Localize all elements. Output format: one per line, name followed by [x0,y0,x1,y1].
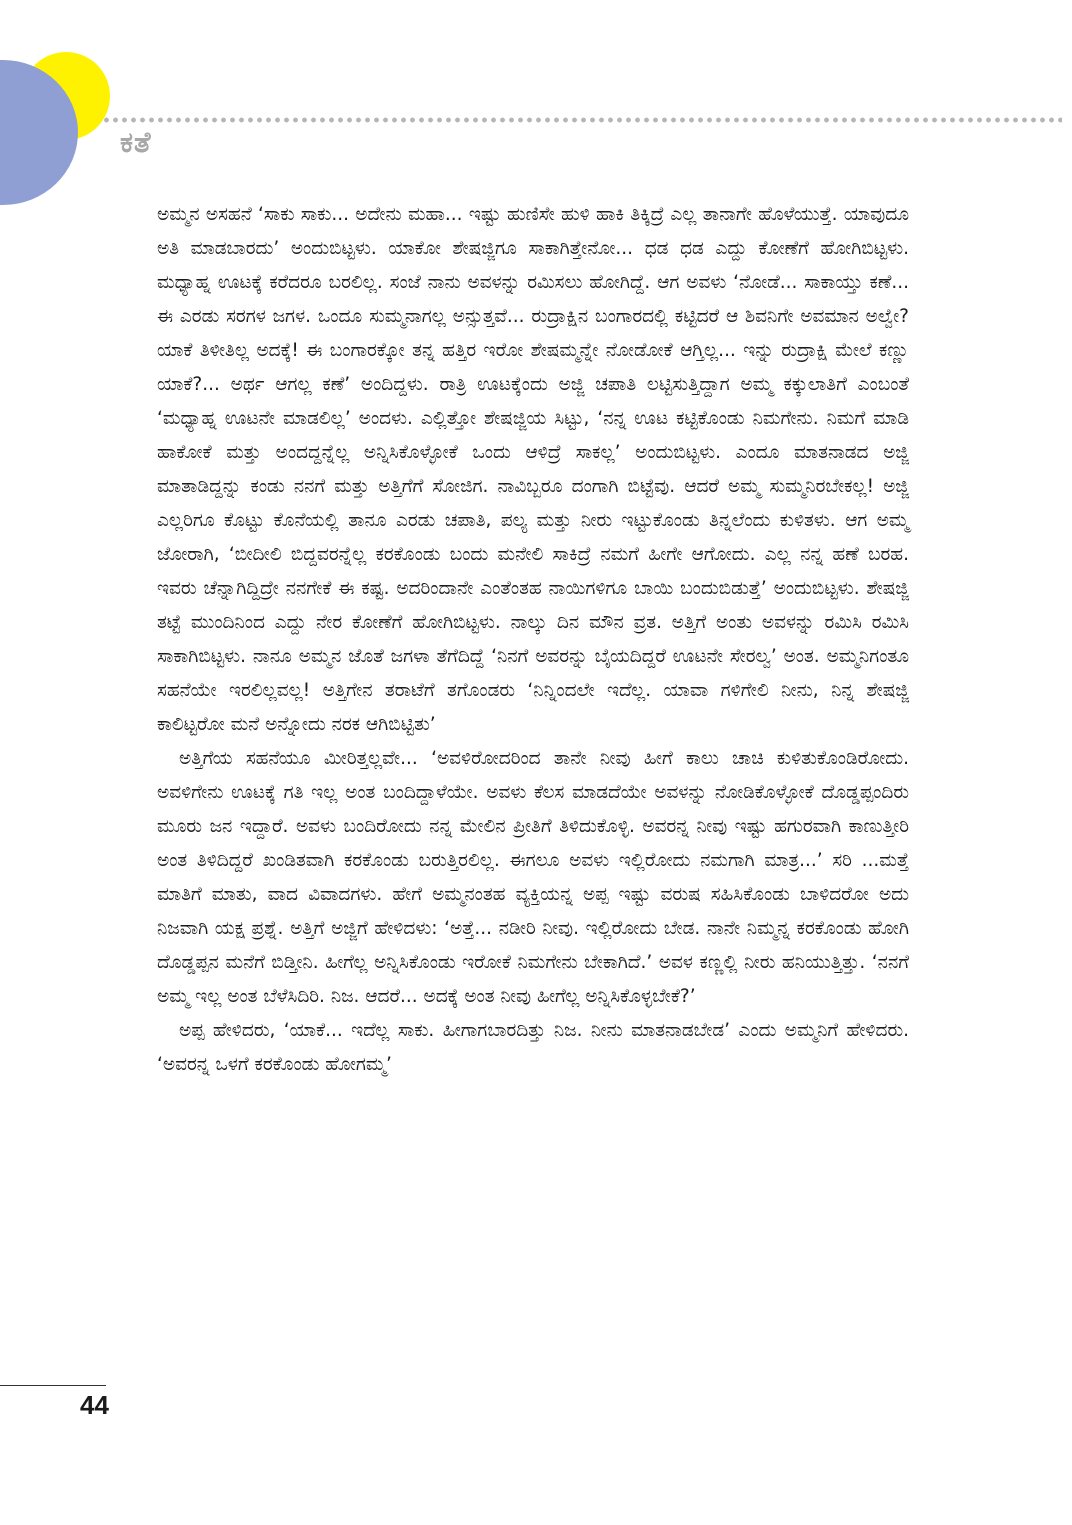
story-paragraph: ಅತ್ತಿಗೆಯ ಸಹನೆಯೂ ಮೀರಿತ್ತಲ್ಲವೇ... ‘ಅವಳಿರೋದರಿಂದ ತಾನೇ ನೀವು ಹೀಗೆ ಕಾಲು ಚಾಚಿ ಕುಳಿತುಕೊಂಡಿರೋದು. ಅವಳಿಗೇನು ಊಟಕ್ಕೆ ಗತಿ ಇಲ್ಲ ಅಂತ ಬಂದಿದ್ದಾಳೆಯೇ. ಅವಳು ಕೆಲಸ ಮಾಡದೆಯೇ ಅವಳನ್ನು ನೋಡಿಕೊಳ್ಳೋಕೆ ದೊಡ್ಡಪ್ಪಂದಿರು ಮೂರು ಜನ ಇದ್ದಾರೆ. ಅವಳು ಬಂದಿರೋದು ನನ್ನ ಮೇಲಿನ ಪ್ರೀತಿಗೆ ತಿಳಿದುಕೊಳ್ಳಿ. ಅವರನ್ನ ನೀವು ಇಷ್ಟು ಹಗುರವಾಗಿ ಕಾಣುತ್ತೀರಿ ಅಂತ ತಿಳಿದಿದ್ದರೆ ಖಂಡಿತವಾಗಿ ಕರಕೊಂಡು ಬರುತ್ತಿರಲಿಲ್ಲ. ಈಗಲೂ ಅವಳು ಇಲ್ಲಿರೋದು ನಮಗಾಗಿ ಮಾತ್ರ...’ ಸರಿ ...ಮತ್ತೆ ಮಾತಿಗೆ ಮಾತು, ವಾದ ವಿವಾದಗಳು. ಹೇಗೆ ಅಮ್ಮನಂತಹ ವ್ಯಕ್ತಿಯನ್ನ ಅಪ್ಪ ಇಷ್ಟು ವರುಷ ಸಹಿಸಿಕೊಂಡು ಬಾಳಿದರೋ ಅದು ನಿಜವಾಗಿ ಯಕ್ಷ ಪ್ರಶ್ನೆ. ಅತ್ತಿಗೆ ಅಜ್ಜಿಗೆ ಹೇಳಿದಳು: ‘ಅತ್ತೆ... ನಡೀರಿ ನೀವು. ಇಲ್ಲಿರೋದು ಬೇಡ. ನಾನೇ ನಿಮ್ಮನ್ನ ಕರಕೊಂಡು ಹೋಗಿ ದೊಡ್ಡಪ್ಪನ ಮನೆಗೆ ಬಿಡ್ತೀನಿ. ಹೀಗೆಲ್ಲ ಅನ್ನಿಸಿಕೊಂಡು ಇರೋಕೆ ನಿಮಗೇನು ಬೇಕಾಗಿದೆ.’ ಅವಳ ಕಣ್ಣಲ್ಲಿ ನೀರು ಹನಿಯುತ್ತಿತ್ತು. ‘ನನಗೆ ಅಮ್ಮ ಇಲ್ಲ ಅಂತ ಬೆಳೆಸಿದಿರಿ. ನಿಜ. ಆದರೆ... ಅದಕ್ಕೆ ಅಂತ ನೀವು ಹೀಗೆಲ್ಲ ಅನ್ನಿಸಿಕೊಳ್ಳಬೇಕೆ?’ [157,748,909,1007]
section-label: ಕತೆ [120,125,152,159]
dotted-header-rule [102,117,1062,123]
page-number: 44 [80,1390,109,1420]
story-paragraph: ಅಪ್ಪ ಹೇಳಿದರು, ‘ಯಾಕೆ... ಇದೆಲ್ಲ ಸಾಕು. ಹೀಗಾಗಬಾರದಿತ್ತು ನಿಜ. ನೀನು ಮಾತನಾಡಬೇಡ’ ಎಂದು ಅಮ್ಮನಿಗೆ ಹೇಳಿದರು. ‘ಅವರನ್ನ ಒಳಗೆ ಕರಕೊಂಡು ಹೋಗಮ್ಮ’ [157,1020,909,1075]
story-body [157,198,909,1082]
story-paragraph: ಅಮ್ಮನ ಅಸಹನೆ ‘ಸಾಕು ಸಾಕು... ಅದೇನು ಮಹಾ... ಇಷ್ಟು ಹುಣಿಸೇ ಹುಳಿ ಹಾಕಿ ತಿಕ್ಕಿದ್ರೆ ಎಲ್ಲ ತಾನಾಗೇ ಹೊಳೆಯುತ್ತೆ. ಯಾವುದೂ ಅತಿ ಮಾಡಬಾರದು’ ಅಂದುಬಿಟ್ಟಳು. ಯಾಕೋ ಶೇಷಜ್ಜಿಗೂ ಸಾಕಾಗಿತ್ತೇನೋ... ಧಡ ಧಡ ಎದ್ದು ಕೋಣೆಗೆ ಹೋಗಿಬಿಟ್ಟಳು. ಮಧ್ಯಾಹ್ನ ಊಟಕ್ಕೆ ಕರೆದರೂ ಬರಲಿಲ್ಲ. ಸಂಜೆ ನಾನು ಅವಳನ್ನು ರಮಿಸಲು ಹೋಗಿದ್ದೆ. ಆಗ ಅವಳು ‘ನೋಡೆ... ಸಾಕಾಯ್ತು ಕಣೆ... ಈ ಎರಡು ಸರಗಳ ಜಗಳ. ಒಂದೂ ಸುಮ್ಮನಾಗಲ್ಲ ಅನ್ಸುತ್ತವೆ... ರುದ್ರಾಕ್ಷಿನ ಬಂಗಾರದಲ್ಲಿ ಕಟ್ಟಿದರೆ ಆ ಶಿವನಿಗೇ ಅವಮಾನ ಅಲ್ವೇ? ಯಾಕೆ ತಿಳೀತಿಲ್ಲ ಅದಕ್ಕೆ! ಈ ಬಂಗಾರಕ್ಕೋ ತನ್ನ ಹತ್ತಿರ ಇರೋ ಶೇಷಮ್ಮನ್ನೇ ನೋಡೋಕೆ ಆಗ್ತಿಲ್ಲ... ಇನ್ನು ರುದ್ರಾಕ್ಷಿ ಮೇಲೆ ಕಣ್ಣು ಯಾಕೆ?... ಅರ್ಥ ಆಗಲ್ಲ ಕಣೆ’ ಅಂದಿದ್ದಳು. ರಾತ್ರಿ ಊಟಕ್ಕೆಂದು ಅಜ್ಜಿ ಚಪಾತಿ ಲಟ್ಟಿಸುತ್ತಿದ್ದಾಗ ಅಮ್ಮ ಕಕ್ಕುಲಾತಿಗೆ ಎಂಬಂತೆ ‘ಮಧ್ಯಾಹ್ನ ಊಟನೇ ಮಾಡಲಿಲ್ಲ’ ಅಂದಳು. ಎಲ್ಲಿತ್ತೋ ಶೇಷಜ್ಜಿಯ ಸಿಟ್ಟು, ‘ನನ್ನ ಊಟ ಕಟ್ಟಿಕೊಂಡು ನಿಮಗೇನು. ನಿಮಗೆ ಮಾಡಿ ಹಾಕೋಕೆ ಮತ್ತು ಅಂದದ್ದನ್ನೆಲ್ಲ ಅನ್ನಿಸಿಕೊಳ್ಳೋಕೆ ಒಂದು ಆಳಿದ್ರೆ ಸಾಕಲ್ಲ’ ಅಂದುಬಿಟ್ಟಳು. ಎಂದೂ ಮಾತನಾಡದ ಅಜ್ಜಿ ಮಾತಾಡಿದ್ದನ್ನು ಕಂಡು ನನಗೆ ಮತ್ತು ಅತ್ತಿಗೆಗೆ ಸೋಜಿಗ. ನಾವಿಬ್ಬರೂ ದಂಗಾಗಿ ಬಿಟ್ಟೆವು. ಆದರೆ ಅಮ್ಮ ಸುಮ್ಮನಿರಬೇಕಲ್ಲ! ಅಜ್ಜಿ ಎಲ್ಲರಿಗೂ ಕೊಟ್ಟು ಕೊನೆಯಲ್ಲಿ ತಾನೂ ಎರಡು ಚಪಾತಿ, ಪಲ್ಯ ಮತ್ತು ನೀರು ಇಟ್ಟುಕೊಂಡು ತಿನ್ನಲೆಂದು ಕುಳಿತಳು. ಆಗ ಅಮ್ಮ ಜೋರಾಗಿ, ‘ಬೀದೀಲಿ ಬಿದ್ದವರನ್ನೆಲ್ಲ ಕರಕೊಂಡು ಬಂದು ಮನೇಲಿ ಸಾಕಿದ್ರೆ ನಮಗೆ ಹೀಗೇ ಆಗೋದು. ಎಲ್ಲ ನನ್ನ ಹಣೆ ಬರಹ. ಇವರು ಚೆನ್ನಾಗಿದ್ದಿದ್ರೇ ನನಗೇಕೆ ಈ ಕಷ್ಟ. ಅದರಿಂದಾನೇ ಎಂತೆಂತಹ ನಾಯಿಗಳಿಗೂ ಬಾಯಿ ಬಂದುಬಿಡುತ್ತೆ’ ಅಂದುಬಿಟ್ಟಳು. ಶೇಷಜ್ಜಿ ತಟ್ಟೆ ಮುಂದಿನಿಂದ ಎದ್ದು ನೇರ ಕೋಣೆಗೆ ಹೋಗಿಬಿಟ್ಟಳು. ನಾಲ್ಕು ದಿನ ಮೌನ ವ್ರತ. ಅತ್ತಿಗೆ ಅಂತು ಅವಳನ್ನು ರಮಿಸಿ ರಮಿಸಿ ಸಾಕಾಗಿಬಿಟ್ಟಳು. ನಾನೂ ಅಮ್ಮನ ಜೊತೆ ಜಗಳಾ ತೆಗೆದಿದ್ದೆ ‘ನಿನಗೆ ಅವರನ್ನು ಬೈಯದಿದ್ದರೆ ಊಟನೇ ಸೇರಲ್ವ’ ಅಂತ. ಅಮ್ಮನಿಗಂತೂ ಸಹನೆಯೇ ಇರಲಿಲ್ಲವಲ್ಲ! ಅತ್ತಿಗೇನ ತರಾಟೆಗೆ ತಗೊಂಡರು ‘ನಿನ್ನಿಂದಲೇ ಇದೆಲ್ಲ. ಯಾವಾ ಗಳಿಗೇಲಿ ನೀನು, ನಿನ್ನ ಶೇಷಜ್ಜಿ ಕಾಲಿಟ್ಟರೋ ಮನೆ ಅನ್ನೋದು ನರಕ ಆಗಿಬಿಟ್ಟಿತು’ [157,204,909,735]
page-number-rule [0,1385,106,1386]
